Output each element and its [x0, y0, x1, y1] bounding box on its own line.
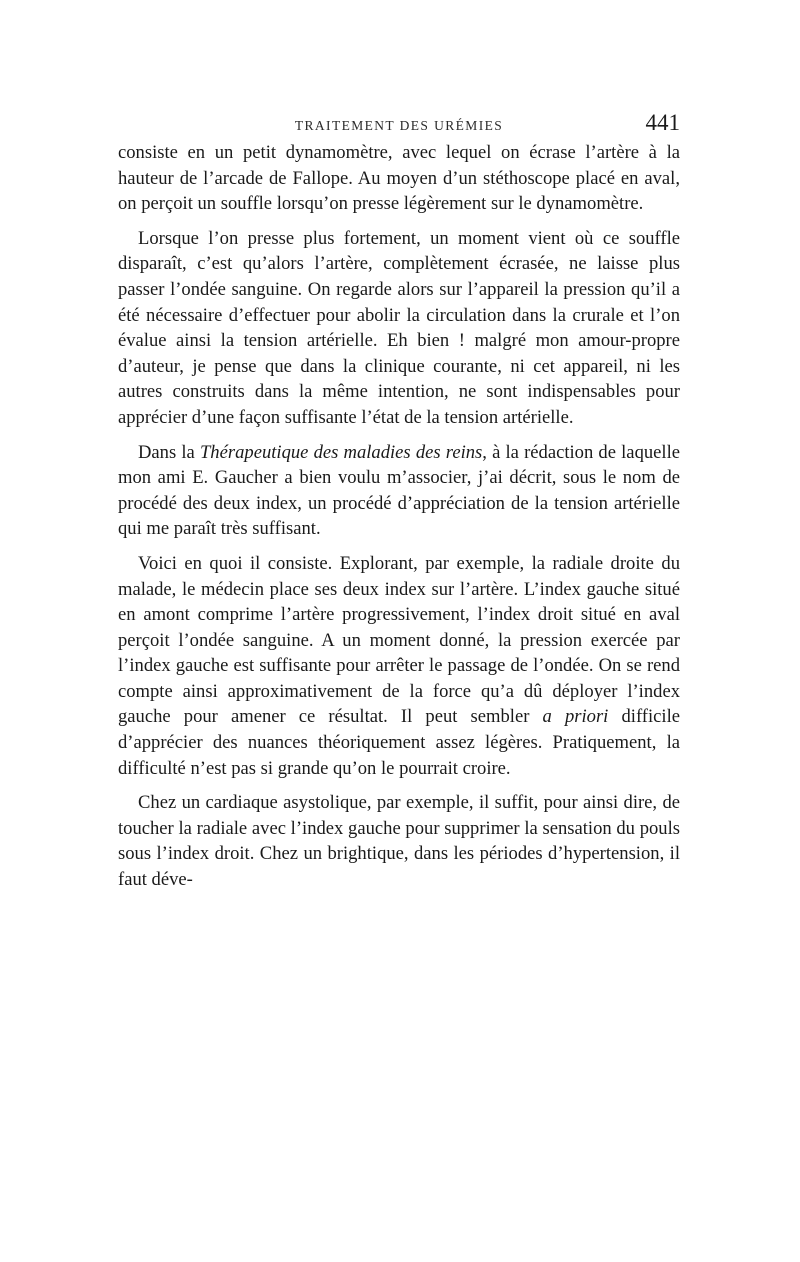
- paragraph-2: Lorsque l’on presse plus fortement, un moment vient où ce souffle disparaît, c’est qu’alors l’artère, complètement écrasée, ne laisse plus passer l’ondée sanguine. On regarde alors sur l’appareil la pression qu’il a été nécessaire d’effectuer pour abolir la circulation dans la crurale et l’on évalue ainsi la tension artérielle. Eh bien ! malgré mon amour-propre d’auteur, je pense que dans la clinique courante, ni cet appareil, ni les autres construits dans la même intention, ne sont indispensables pour apprécier d’une façon suffisante l’état de la tension artérielle.: [118, 227, 680, 428]
- paragraph-3: [118, 440, 680, 542]
- paragraph-4-text-start: Voici en quoi il consiste. Explorant, par exemple, la radiale droite du malade, le médecin place ses deux index sur l’artère. L’index gauche situé en amont comprime l’artère progressivement, l’index droit situé en aval perçoit l’ondée sanguine. A un moment donné, la pression exercée par l’index gauche est suffisante pour arrêter le passage de l’ondée. On se rend compte ainsi approximativement de la force qu’a dû déployer l’index gauche pour amener ce résultat. Il peut sembler: [118, 552, 680, 728]
- running-title: TRAITEMENT DES URÉMIES: [294, 118, 504, 133]
- paragraph-3-text-start: Dans la: [138, 441, 200, 463]
- paragraph-1: consiste en un petit dynamomètre, avec lequel on écrase l’artère à la hauteur de l’arcade de Fallope. Au moyen d’un stéthoscope placé en aval, on perçoit un souffle lorsqu’on presse légèrement sur le dynamomètre.: [118, 142, 680, 215]
- paragraph-4-text-end: difficile d’apprécier des nuances théoriquement assez légères. Pratiquement, la difficulté n’est pas si grande qu’on le pourrait croire.: [118, 706, 680, 779]
- page-number: 441: [645, 110, 680, 135]
- running-head: [118, 110, 680, 140]
- page-content: [118, 110, 680, 893]
- latin-phrase: a priori: [542, 706, 609, 728]
- paragraph-4: [118, 551, 680, 781]
- paragraph-5: Chez un cardiaque asystolique, par exemple, il suffit, pour ainsi dire, de toucher la radiale avec l’index gauche pour supprimer la sensation du pouls sous l’index droit. Chez un brightique, dans les périodes d’hypertension, il faut déve-: [118, 792, 680, 891]
- book-title: Thérapeutique des maladies des reins: [199, 441, 483, 463]
- paragraph-3-text-end: , à la rédaction de laquelle mon ami E. Gaucher a bien voulu m’associer, j’ai décrit, sous le nom de procédé des deux index, un procédé d’appréciation de la tension artérielle qui me paraît très suffisant.: [118, 441, 680, 540]
